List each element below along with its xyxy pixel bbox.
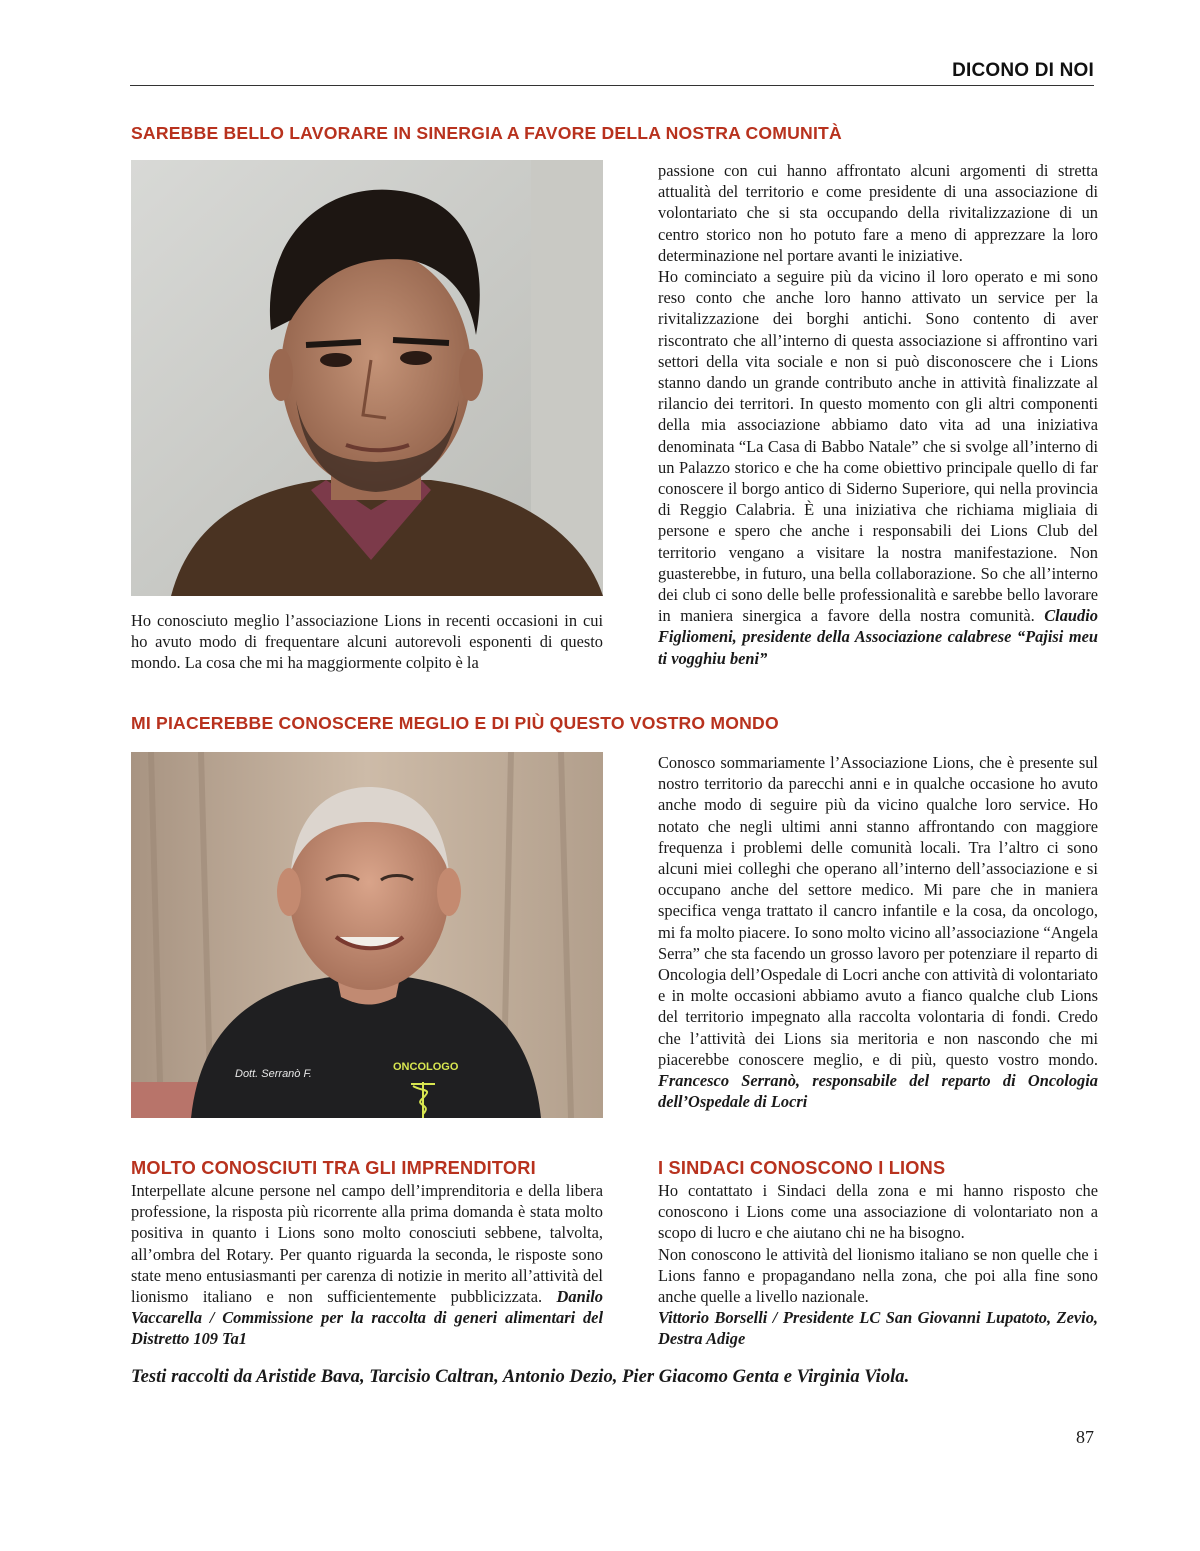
portrait-francesco-serrano <box>131 752 603 1118</box>
article4-signature: Vittorio Borselli / Presidente LC San Giovanni Lupatoto, Zevio, Destra Adige <box>658 1308 1098 1349</box>
article3-signature: Danilo Vaccarella / Commissione per la raccolta di generi alimentari del Distretto 109 Ta1 <box>131 1287 603 1349</box>
article1-paragraph-1: passione con cui hanno affrontato alcuni argomenti di stretta attualità del territorio e come presidente di una associazione di volontariato che si sta occupando della rivitalizzazione di un centro storico non ho potuto fare a meno di apprezzare la loro determinazione nel portare avanti le iniziative. <box>658 161 1098 265</box>
article1-signature: Claudio Figliomeni, presidente della Associazione calabrese “Pajisi meu ti vogghiu beni” <box>658 606 1098 668</box>
section-label: DICONO DI NOI <box>952 60 1094 81</box>
shirt-name-label: Dott. Serranò F. <box>235 1068 312 1080</box>
header-rule <box>130 85 1094 86</box>
article4-headline: I SINDACI CONOSCONO I LIONS <box>658 1158 946 1178</box>
article3-body: Interpellate alcune persone nel campo dell’imprenditoria e della libera professione, la risposta più ricorrente alla prima domanda è stata molto positiva in quanto i Lions sono molto conosciuti sebbene, talvolta, all’ombra del Rotary. Per quanto riguarda la seconda, le risposte sono state meno entusiasmanti per carenza di notizie in merito all’attività del lionismo italiano e non sufficientemente pubblicizzata. <box>131 1181 603 1307</box>
article1-photo <box>131 160 603 596</box>
article4-column <box>658 1180 1098 1350</box>
article2-body: Conosco sommariamente l’Associazione Lions, che è presente sul nostro territorio da parecchi anni e in qualche occasione ho avuto anche modo di seguire più da vicino qualche loro service. Ho notato che negli ultimi anni stanno affrontando con maggiore frequenza i problemi delle comunità locali. Tra l’altro ci sono alcuni miei colleghi che operano all’interno dell’associazione e si occupano anche del settore medico. Mi pare che in maniera specifica venga trattato il cancro infantile e la cosa, da oncologo, mi fa molto piacere. Io sono molto vicino all’associazione “Angela Serra” che sta facendo un grosso lavoro per potenziare il reparto di Oncologia dell’Ospedale di Locri anche con attività di volontariato e in molte occasioni abbiamo avuto a fianco qualche club Lions del territorio impegnato alla raccolta volontaria di fondi. Credo che l’attività dei Lions sia meritoria e non nascondo che mi piacerebbe conoscere meglio, e di più, questo vostro mondo. <box>658 753 1098 1069</box>
credits-line: Testi raccolti da Aristide Bava, Tarcisio Caltran, Antonio Dezio, Pier Giacomo Genta e Virginia Viola. <box>131 1366 910 1387</box>
shirt-badge-label: ONCOLOGO <box>393 1061 459 1073</box>
article4-paragraph-1: Ho contattato i Sindaci della zona e mi hanno risposto che conoscono i Lions come una associazione di volontariato non a scopo di lucro e che aiutano chi ne ha bisogno. <box>658 1181 1098 1243</box>
article4-paragraph-2: Non conoscono le attività del lionismo italiano se non quelle che i Lions fanno e propagandano nella zona, che poi alla fine sono anche quelle a livello nazionale. <box>658 1244 1098 1307</box>
article1-intro-text: Ho conosciuto meglio l’associazione Lions in recenti occasioni in cui ho avuto modo di frequentare alcuni autorevoli esponenti di questo mondo. La cosa che mi ha maggiormente colpito è la <box>131 611 603 673</box>
page-number: 87 <box>1076 1427 1094 1447</box>
article2-headline: MI PIACEREBBE CONOSCERE MEGLIO E DI PIÙ QUESTO VOSTRO MONDO <box>131 713 779 733</box>
article2-right-column <box>658 752 1098 1112</box>
article2-photo <box>131 752 603 1118</box>
article1-paragraph-2: Ho cominciato a seguire più da vicino il loro operato e mi sono reso conto che anche loro hanno attivato un service per la rivitalizzazione dei borghi antichi. Sono contento di aver riscontrato che all’interno di questa associazione si affrontino vari settori della vita sociale e non si può disconoscere che i Lions stanno dando un grande contributo anche in attività finalizzate al rilancio dei territori. In questo momento con gli altri componenti della mia associazione abbiamo dato vita ad una iniziativa denominata “La Casa di Babbo Natale” che si svolge all’interno di un Palazzo storico e che ha come obiettivo principale quello di far conoscere il borgo antico di Siderno Superiore, qui nella provincia di Reggio Calabria. È una iniziativa che richiama migliaia di persone e spero che anche i responsabili dei Lions Club del territorio vengano a visitare la nostra manifestazione. Non guasterebbe, in futuro, una bella collaborazione. So che all’interno dei club ci sono delle belle professionalità e sarebbe bello lavorare in maniera sinergica a favore della nostra comunità. <box>658 267 1098 626</box>
article3-column <box>131 1180 603 1350</box>
article1-headline: SAREBBE BELLO LAVORARE IN SINERGIA A FAVORE DELLA NOSTRA COMUNITÀ <box>131 123 842 143</box>
article2-signature: Francesco Serranò, responsabile del reparto di Oncologia dell’Ospedale di Locri <box>658 1071 1098 1112</box>
article3-headline: MOLTO CONOSCIUTI TRA GLI IMPRENDITORI <box>131 1158 536 1178</box>
portrait-claudio-figliomeni <box>131 160 603 596</box>
article1-right-column <box>658 160 1098 669</box>
